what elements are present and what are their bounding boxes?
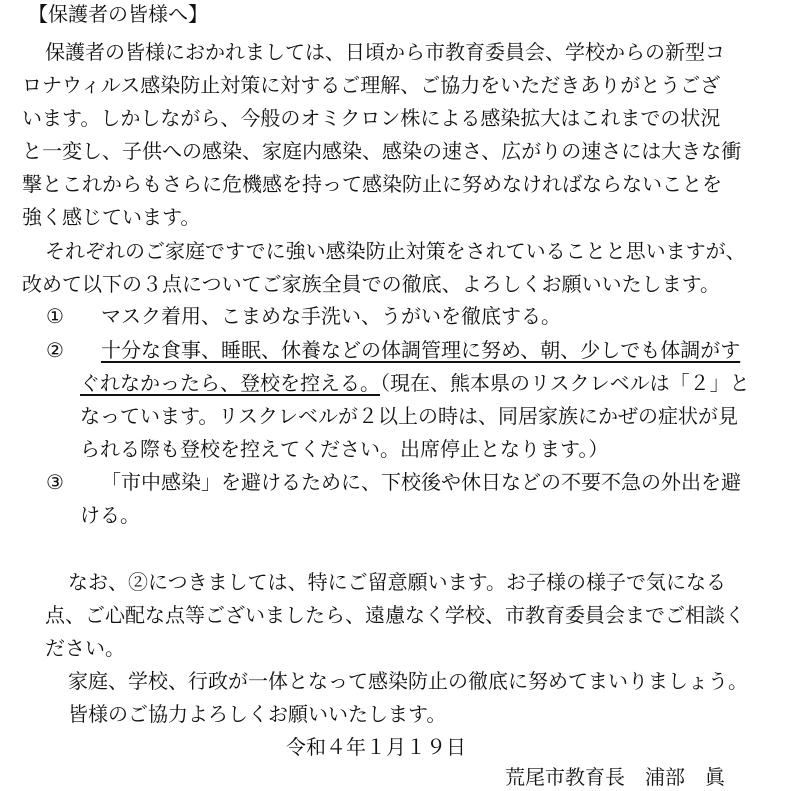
item-3-line-2: ける。	[80, 503, 140, 527]
intro-line-6: 強く感じています。	[22, 205, 201, 229]
item-2-number: ②	[46, 338, 64, 362]
letter-signature: 荒尾市教育長 浦部 眞	[505, 765, 725, 789]
intro-line-4: と一変し、子供への感染、家庭内感染、感染の速さ、広がりの速さには大きな衝	[22, 139, 742, 163]
closing-line-1: 家庭、学校、行政が一体となって感染防止の徹底に努めてまいりましょう。	[68, 669, 748, 693]
item-2-line-4: られる際も登校を控えてください。出席停止となります。）	[80, 437, 609, 461]
item-2-line-3: なっています。リスクレベルが２以上の時は、同居家族にかぜの症状が見	[80, 404, 738, 428]
item-2-line-2	[80, 369, 750, 397]
intro-line-2: ロナウィルス感染防止対策に対するご理解、ご協力をいただきありがとうござ	[22, 73, 721, 97]
item-2-line-2-rest: （現在、熊本県のリスクレベルは「２」と	[380, 371, 750, 395]
item-3-line-1: 「市中感染」を避けるために、下校後や休日などの不要不急の外出を避	[101, 470, 741, 494]
item-1-number: ①	[46, 304, 64, 328]
request-line-1: それぞれのご家庭ですでに強い感染防止対策をされていることと思いますが、	[45, 239, 746, 263]
letter-date: 令和４年１月１９日	[286, 735, 466, 759]
item-2-line-2-underlined: ぐれなかったら、登校を控える。	[80, 371, 380, 395]
intro-line-3: います。しかしながら、今般のオミクロン株による感染拡大はこれまでの状況	[22, 106, 721, 130]
intro-line-5: 撃とこれからもさらに危機感を持って感染防止に努めなければならないことを	[22, 172, 722, 196]
item-3-number: ③	[46, 470, 64, 494]
closing-line-2: 皆様のご協力よろしくお願いいたします。	[68, 702, 447, 726]
intro-line-1: 保護者の皆様におかれましては、日頃から市教育委員会、学校からの新型コ	[45, 40, 725, 64]
request-line-2: 改めて以下の３点についてご家族全員での徹底、よろしくお願いいたします。	[22, 272, 720, 296]
item-1-text: マスク着用、こまめな手洗い、うがいを徹底する。	[101, 304, 561, 328]
notice-line-2: 点、ご心配な点等ございましたら、遠慮なく学校、市教育委員会までご相談く	[45, 603, 745, 627]
letter-heading: 【保護者の皆様へ】	[28, 2, 208, 26]
notice-line-3: ださい。	[45, 636, 125, 660]
item-2-line-1: 十分な食事、睡眠、休養などの体調管理に努め、朝、少しでも体調がす	[101, 338, 741, 362]
notice-line-1: なお、②につきましては、特にご留意願います。お子様の様子で気になる	[68, 570, 726, 594]
